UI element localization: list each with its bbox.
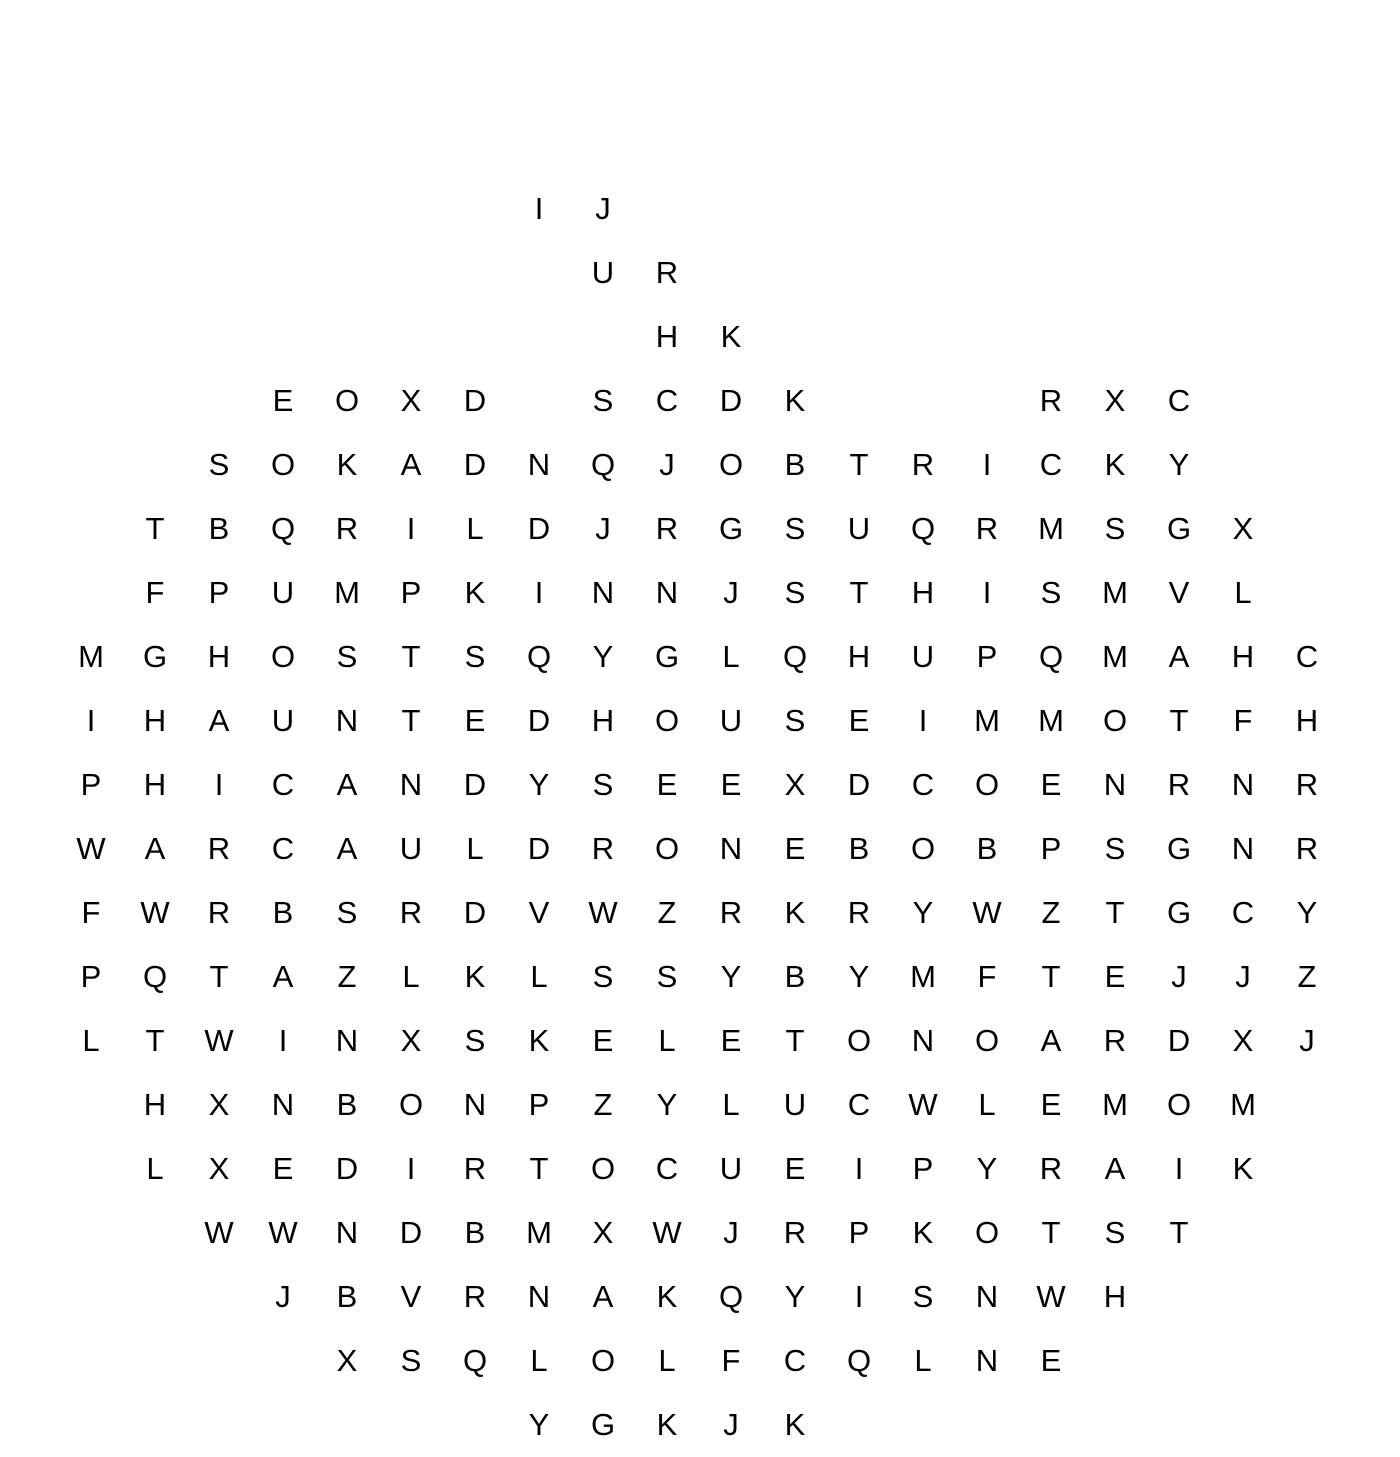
letter-cell[interactable]: N [527,447,551,482]
letter-cell[interactable]: R [207,831,231,866]
letter-cell[interactable]: W [972,895,1002,930]
letter-cell[interactable]: T [1169,703,1189,738]
letter-cell[interactable]: H [591,703,615,738]
letter-cell[interactable]: O [654,703,680,738]
letter-cell[interactable]: L [146,1151,164,1186]
letter-cell[interactable]: M [526,1215,552,1250]
letter-cell[interactable]: M [910,959,936,994]
letter-cell[interactable]: V [400,1279,422,1314]
letter-cell[interactable]: E [1040,767,1062,802]
letter-cell[interactable]: U [911,639,935,674]
letter-cell[interactable]: S [1104,511,1126,546]
letter-cell[interactable]: M [1102,639,1128,674]
letter-cell[interactable]: D [463,767,487,802]
letter-cell[interactable]: P [976,639,998,674]
letter-cell[interactable]: E [848,703,870,738]
letter-cell[interactable]: Z [657,895,677,930]
letter-cell[interactable]: X [336,1343,358,1378]
letter-cell[interactable]: N [719,831,743,866]
letter-cell[interactable]: T [1041,959,1061,994]
letter-cell[interactable]: K [784,895,806,930]
letter-cell[interactable]: U [719,1151,743,1186]
letter-cell[interactable]: R [719,895,743,930]
letter-cell[interactable]: A [592,1279,614,1314]
letter-cell[interactable]: I [86,703,96,738]
letter-cell[interactable]: I [1174,1151,1184,1186]
letter-cell[interactable]: M [1038,703,1064,738]
letter-cell[interactable]: B [336,1279,358,1314]
letter-cell[interactable]: S [784,511,806,546]
letter-cell[interactable]: E [1040,1087,1062,1122]
letter-cell[interactable]: J [723,1215,739,1250]
letter-cell[interactable]: A [208,703,230,738]
letter-cell[interactable]: X [208,1151,230,1186]
letter-cell[interactable]: N [399,767,423,802]
letter-cell[interactable]: K [656,1407,678,1442]
letter-cell[interactable]: S [592,383,614,418]
letter-cell[interactable]: K [1104,447,1126,482]
letter-cell[interactable]: R [335,511,359,546]
letter-cell[interactable]: E [656,767,678,802]
letter-cell[interactable]: C [271,831,295,866]
letter-cell[interactable]: C [783,1343,807,1378]
letter-cell[interactable]: N [975,1279,999,1314]
letter-cell[interactable]: W [588,895,618,930]
letter-cell[interactable]: R [1295,831,1319,866]
letter-cell[interactable]: E [464,703,486,738]
letter-cell[interactable]: Q [1038,639,1064,674]
letter-cell[interactable]: M [1230,1087,1256,1122]
letter-cell[interactable]: Q [846,1343,872,1378]
letter-cell[interactable]: L [466,511,484,546]
letter-cell[interactable]: N [975,1343,999,1378]
letter-cell[interactable]: W [204,1215,234,1250]
letter-cell[interactable]: S [336,895,358,930]
letter-cell[interactable]: U [783,1087,807,1122]
letter-cell[interactable]: A [336,767,358,802]
letter-cell[interactable]: G [718,511,744,546]
letter-cell[interactable]: M [78,639,104,674]
letter-cell[interactable]: V [1168,575,1190,610]
letter-cell[interactable]: I [854,1151,864,1186]
letter-cell[interactable]: I [214,767,224,802]
letter-cell[interactable]: L [978,1087,996,1122]
letter-cell[interactable]: Y [1296,895,1318,930]
letter-cell[interactable]: T [145,511,165,546]
letter-cell[interactable]: D [463,895,487,930]
letter-cell[interactable]: T [401,639,421,674]
letter-cell[interactable]: U [719,703,743,738]
letter-cell[interactable]: D [1167,1023,1191,1058]
letter-cell[interactable]: U [399,831,423,866]
letter-cell[interactable]: F [977,959,997,994]
letter-cell[interactable]: E [784,831,806,866]
letter-cell[interactable]: R [655,511,679,546]
letter-cell[interactable]: X [1104,383,1126,418]
letter-cell[interactable]: O [1166,1087,1192,1122]
letter-cell[interactable]: L [914,1343,932,1378]
letter-cell[interactable]: E [592,1023,614,1058]
letter-cell[interactable]: L [402,959,420,994]
letter-cell[interactable]: K [656,1279,678,1314]
letter-cell[interactable]: A [1040,1023,1062,1058]
letter-cell[interactable]: R [463,1151,487,1186]
letter-cell[interactable]: S [784,703,806,738]
letter-cell[interactable]: H [143,767,167,802]
letter-cell[interactable]: I [534,191,544,226]
letter-cell[interactable]: W [204,1023,234,1058]
letter-cell[interactable]: Y [976,1151,998,1186]
letter-cell[interactable]: B [464,1215,486,1250]
letter-cell[interactable]: N [911,1023,935,1058]
letter-cell[interactable]: Z [1041,895,1061,930]
letter-cell[interactable]: A [144,831,166,866]
letter-cell[interactable]: J [1171,959,1187,994]
letter-cell[interactable]: B [976,831,998,866]
letter-cell[interactable]: J [723,575,739,610]
letter-cell[interactable]: R [591,831,615,866]
letter-cell[interactable]: W [268,1215,298,1250]
letter-cell[interactable]: L [722,639,740,674]
letter-cell[interactable]: N [591,575,615,610]
letter-cell[interactable]: M [974,703,1000,738]
letter-cell[interactable]: M [1102,1087,1128,1122]
letter-cell[interactable]: D [463,383,487,418]
letter-cell[interactable]: D [463,447,487,482]
letter-cell[interactable]: J [659,447,675,482]
letter-cell[interactable]: K [912,1215,934,1250]
letter-cell[interactable]: B [784,959,806,994]
letter-cell[interactable]: H [207,639,231,674]
letter-cell[interactable]: Q [782,639,808,674]
letter-cell[interactable]: F [1233,703,1253,738]
letter-cell[interactable]: C [655,383,679,418]
letter-cell[interactable]: G [1166,511,1192,546]
letter-cell[interactable]: Z [593,1087,613,1122]
letter-cell[interactable]: I [534,575,544,610]
letter-cell[interactable]: E [272,383,294,418]
letter-cell[interactable]: S [400,1343,422,1378]
letter-cell[interactable]: B [784,447,806,482]
letter-cell[interactable]: X [592,1215,614,1250]
letter-cell[interactable]: Y [912,895,934,930]
letter-cell[interactable]: N [1103,767,1127,802]
letter-cell[interactable]: S [464,639,486,674]
letter-cell[interactable]: O [270,447,296,482]
letter-cell[interactable]: J [1235,959,1251,994]
letter-cell[interactable]: G [1166,831,1192,866]
letter-cell[interactable]: N [655,575,679,610]
letter-cell[interactable]: C [1167,383,1191,418]
letter-cell[interactable]: W [652,1215,682,1250]
letter-cell[interactable]: K [784,383,806,418]
letter-cell[interactable]: O [910,831,936,866]
letter-cell[interactable]: R [783,1215,807,1250]
letter-cell[interactable]: J [1299,1023,1315,1058]
letter-cell[interactable]: H [1103,1279,1127,1314]
letter-cell[interactable]: K [720,319,742,354]
letter-cell[interactable]: O [398,1087,424,1122]
letter-cell[interactable]: O [590,1343,616,1378]
letter-cell[interactable]: Z [1297,959,1317,994]
letter-cell[interactable]: O [590,1151,616,1186]
letter-cell[interactable]: R [975,511,999,546]
letter-cell[interactable]: Q [462,1343,488,1378]
letter-cell[interactable]: R [463,1279,487,1314]
letter-cell[interactable]: X [400,383,422,418]
letter-cell[interactable]: R [1103,1023,1127,1058]
letter-cell[interactable]: D [335,1151,359,1186]
letter-cell[interactable]: C [655,1151,679,1186]
letter-cell[interactable]: W [76,831,106,866]
letter-cell[interactable]: R [1167,767,1191,802]
letter-cell[interactable]: O [974,1023,1000,1058]
letter-cell[interactable]: O [974,1215,1000,1250]
letter-cell[interactable]: W [140,895,170,930]
letter-cell[interactable]: S [1040,575,1062,610]
letter-cell[interactable]: E [1040,1343,1062,1378]
letter-cell[interactable]: G [1166,895,1192,930]
letter-cell[interactable]: Q [526,639,552,674]
letter-cell[interactable]: U [271,703,295,738]
letter-cell[interactable]: O [718,447,744,482]
letter-cell[interactable]: U [591,255,615,290]
letter-cell[interactable]: R [207,895,231,930]
letter-cell[interactable]: B [336,1087,358,1122]
letter-cell[interactable]: O [270,639,296,674]
letter-cell[interactable]: A [400,447,422,482]
letter-cell[interactable]: Y [1168,447,1190,482]
letter-cell[interactable]: D [527,703,551,738]
letter-cell[interactable]: F [721,1343,741,1378]
letter-cell[interactable]: O [1102,703,1128,738]
letter-cell[interactable]: I [278,1023,288,1058]
letter-cell[interactable]: M [1102,575,1128,610]
letter-cell[interactable]: E [720,1023,742,1058]
letter-cell[interactable]: P [528,1087,550,1122]
letter-cell[interactable]: T [209,959,229,994]
letter-cell[interactable]: A [1104,1151,1126,1186]
letter-cell[interactable]: R [655,255,679,290]
letter-cell[interactable]: T [1041,1215,1061,1250]
letter-cell[interactable]: G [590,1407,616,1442]
letter-cell[interactable]: F [81,895,101,930]
letter-cell[interactable]: B [272,895,294,930]
letter-cell[interactable]: I [854,1279,864,1314]
letter-cell[interactable]: O [974,767,1000,802]
letter-cell[interactable]: E [720,767,742,802]
letter-cell[interactable]: M [334,575,360,610]
letter-cell[interactable]: P [208,575,230,610]
letter-cell[interactable]: Y [592,639,614,674]
letter-cell[interactable]: R [1039,383,1063,418]
letter-cell[interactable]: B [848,831,870,866]
letter-cell[interactable]: S [784,575,806,610]
letter-cell[interactable]: K [528,1023,550,1058]
letter-cell[interactable]: X [400,1023,422,1058]
letter-cell[interactable]: K [784,1407,806,1442]
letter-cell[interactable]: L [82,1023,100,1058]
letter-cell[interactable]: L [530,1343,548,1378]
letter-cell[interactable]: H [143,1087,167,1122]
letter-cell[interactable]: Y [720,959,742,994]
letter-cell[interactable]: D [719,383,743,418]
letter-cell[interactable]: I [918,703,928,738]
letter-cell[interactable]: Y [656,1087,678,1122]
letter-cell[interactable]: P [80,767,102,802]
letter-cell[interactable]: G [654,639,680,674]
letter-cell[interactable]: P [1040,831,1062,866]
letter-cell[interactable]: P [912,1151,934,1186]
letter-cell[interactable]: S [464,1023,486,1058]
letter-cell[interactable]: S [912,1279,934,1314]
letter-cell[interactable]: J [595,191,611,226]
letter-cell[interactable]: S [1104,831,1126,866]
letter-cell[interactable]: R [911,447,935,482]
letter-cell[interactable]: N [271,1087,295,1122]
letter-cell[interactable]: P [848,1215,870,1250]
letter-cell[interactable]: H [1231,639,1255,674]
letter-cell[interactable]: R [1295,767,1319,802]
letter-cell[interactable]: R [847,895,871,930]
letter-cell[interactable]: N [463,1087,487,1122]
letter-cell[interactable]: T [529,1151,549,1186]
letter-cell[interactable]: D [399,1215,423,1250]
letter-cell[interactable]: X [1232,511,1254,546]
letter-cell[interactable]: J [595,511,611,546]
letter-cell[interactable]: I [406,511,416,546]
letter-cell[interactable]: I [982,447,992,482]
letter-cell[interactable]: C [1039,447,1063,482]
letter-cell[interactable]: H [655,319,679,354]
letter-cell[interactable]: N [1231,831,1255,866]
letter-cell[interactable]: G [142,639,168,674]
letter-cell[interactable]: Q [590,447,616,482]
letter-cell[interactable]: T [145,1023,165,1058]
letter-cell[interactable]: N [335,1215,359,1250]
letter-cell[interactable]: S [592,959,614,994]
letter-cell[interactable]: P [80,959,102,994]
letter-cell[interactable]: H [911,575,935,610]
letter-cell[interactable]: I [982,575,992,610]
letter-cell[interactable]: C [847,1087,871,1122]
letter-cell[interactable]: C [1295,639,1319,674]
letter-cell[interactable]: L [1234,575,1252,610]
letter-cell[interactable]: Y [848,959,870,994]
letter-cell[interactable]: L [658,1343,676,1378]
letter-cell[interactable]: Q [270,511,296,546]
letter-cell[interactable]: K [464,575,486,610]
letter-cell[interactable]: W [908,1087,938,1122]
letter-cell[interactable]: O [654,831,680,866]
letter-cell[interactable]: P [400,575,422,610]
letter-cell[interactable]: E [272,1151,294,1186]
letter-cell[interactable]: L [466,831,484,866]
letter-cell[interactable]: H [847,639,871,674]
letter-cell[interactable]: Y [784,1279,806,1314]
letter-cell[interactable]: A [272,959,294,994]
letter-cell[interactable]: T [849,575,869,610]
letter-cell[interactable]: R [1039,1151,1063,1186]
letter-cell[interactable]: C [271,767,295,802]
letter-cell[interactable]: H [143,703,167,738]
letter-cell[interactable]: D [527,831,551,866]
letter-cell[interactable]: T [785,1023,805,1058]
letter-cell[interactable]: U [271,575,295,610]
letter-cell[interactable]: T [1105,895,1125,930]
letter-cell[interactable]: E [784,1151,806,1186]
letter-cell[interactable]: V [528,895,550,930]
letter-cell[interactable]: T [849,447,869,482]
letter-cell[interactable]: Y [528,767,550,802]
letter-cell[interactable]: D [527,511,551,546]
letter-cell[interactable]: D [847,767,871,802]
letter-cell[interactable]: X [208,1087,230,1122]
letter-cell[interactable]: Z [337,959,357,994]
letter-cell[interactable]: S [592,767,614,802]
letter-cell[interactable]: Q [910,511,936,546]
letter-cell[interactable]: A [336,831,358,866]
letter-cell[interactable]: F [145,575,165,610]
letter-cell[interactable]: S [336,639,358,674]
letter-cell[interactable]: Q [142,959,168,994]
letter-cell[interactable]: S [656,959,678,994]
letter-cell[interactable]: U [847,511,871,546]
letter-cell[interactable]: R [399,895,423,930]
letter-cell[interactable]: X [1232,1023,1254,1058]
letter-cell[interactable]: Q [718,1279,744,1314]
letter-cell[interactable]: B [208,511,230,546]
letter-cell[interactable]: A [1168,639,1190,674]
letter-cell[interactable]: K [1232,1151,1254,1186]
letter-cell[interactable]: N [335,1023,359,1058]
letter-cell[interactable]: S [1104,1215,1126,1250]
letter-cell[interactable]: O [846,1023,872,1058]
letter-cell[interactable]: J [723,1407,739,1442]
letter-cell[interactable]: C [1231,895,1255,930]
letter-cell[interactable]: Y [528,1407,550,1442]
letter-cell[interactable]: H [1295,703,1319,738]
letter-cell[interactable]: L [530,959,548,994]
letter-cell[interactable]: N [335,703,359,738]
letter-cell[interactable]: S [208,447,230,482]
letter-cell[interactable]: C [911,767,935,802]
letter-cell[interactable]: N [527,1279,551,1314]
letter-cell[interactable]: T [401,703,421,738]
letter-cell[interactable]: M [1038,511,1064,546]
letter-cell[interactable]: O [334,383,360,418]
letter-cell[interactable]: L [722,1087,740,1122]
letter-cell[interactable]: E [1104,959,1126,994]
letter-cell[interactable]: I [406,1151,416,1186]
letter-cell[interactable]: W [1036,1279,1066,1314]
letter-cell[interactable]: L [658,1023,676,1058]
letter-cell[interactable]: K [464,959,486,994]
letter-cell[interactable]: T [1169,1215,1189,1250]
letter-cell[interactable]: N [1231,767,1255,802]
letter-cell[interactable]: K [336,447,358,482]
letter-cell[interactable]: X [784,767,806,802]
letter-cell[interactable]: J [275,1279,291,1314]
